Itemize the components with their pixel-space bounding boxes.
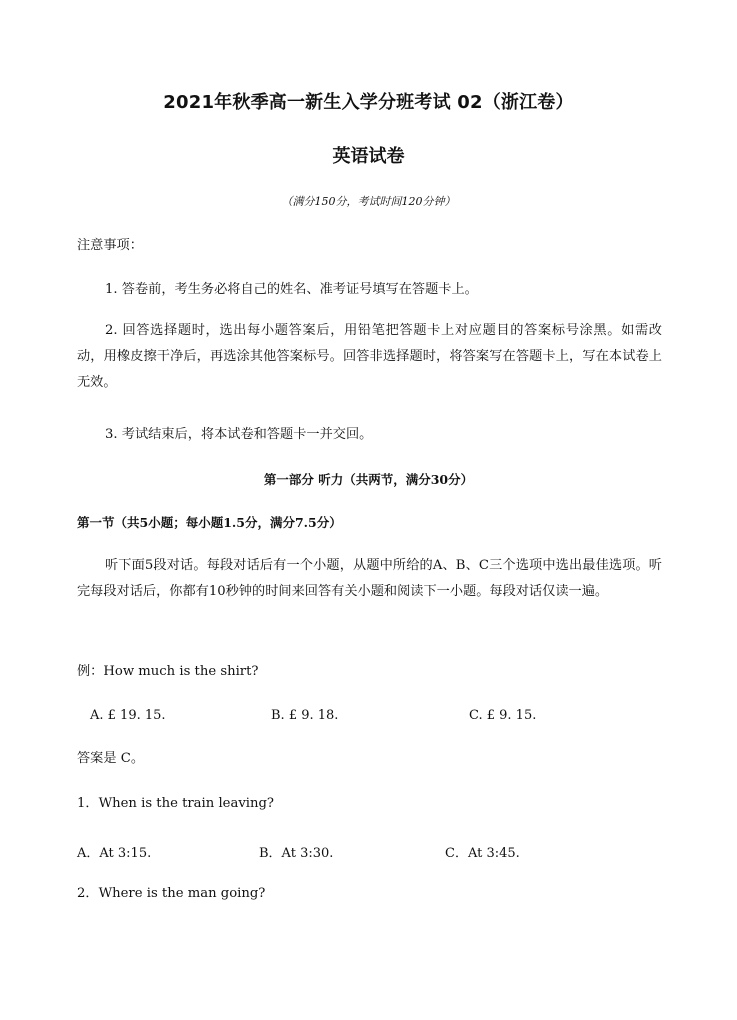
- exam-subtitle: 英语试卷: [332, 146, 405, 167]
- section1-heading: 第一节（共5小题；每小题1.5分，满分7.5分）: [77, 515, 342, 530]
- question-1-option-b: B．At 3:30.: [259, 846, 334, 861]
- exam-meta: （满分150分，考试时间120分钟）: [281, 195, 456, 208]
- section1-instructions: 听下面5段对话。每段对话后有一个小题，从题中所给的A、B、C三个选项中选出最佳选项。听完每段对话后，你都有10秒钟的时间来回答有关小题和阅读下一小题。每段对话仅读一遍。: [77, 558, 662, 599]
- example-option-c: C. £ 9. 15.: [469, 708, 537, 723]
- example-question: 例：How much is the shirt?: [77, 664, 259, 679]
- exam-title: 2021年秋季高一新生入学分班考试 02（浙江卷）: [163, 92, 574, 113]
- question-1-option-a: A．At 3:15.: [77, 846, 152, 861]
- example-answer: 答案是 C。: [77, 751, 145, 766]
- notice-label: 注意事项：: [77, 238, 143, 253]
- notice-item-1: 1. 答卷前，考生务必将自己的姓名、准考证号填写在答题卡上。: [105, 282, 478, 297]
- part1-heading: 第一部分 听力（共两节，满分30分）: [263, 472, 474, 487]
- question-2-stem: 2．Where is the man going?: [77, 886, 266, 901]
- notice-item-3: 3. 考试结束后，将本试卷和答题卡一并交回。: [105, 427, 373, 442]
- example-option-b: B. £ 9. 18.: [271, 708, 339, 723]
- question-1-option-c: C．At 3:45.: [445, 846, 520, 861]
- example-option-a: A. £ 19. 15.: [90, 708, 166, 723]
- question-1-stem: 1．When is the train leaving?: [77, 796, 275, 811]
- notice-item-2: 2. 回答选择题时，选出每小题答案后，用铅笔把答题卡上对应题目的答案标号涂黑。如需改动，用橡皮擦干净后，再选涂其他答案标号。回答非选择题时，将答案写在答题卡上，写在本试卷上无效。: [77, 323, 662, 390]
